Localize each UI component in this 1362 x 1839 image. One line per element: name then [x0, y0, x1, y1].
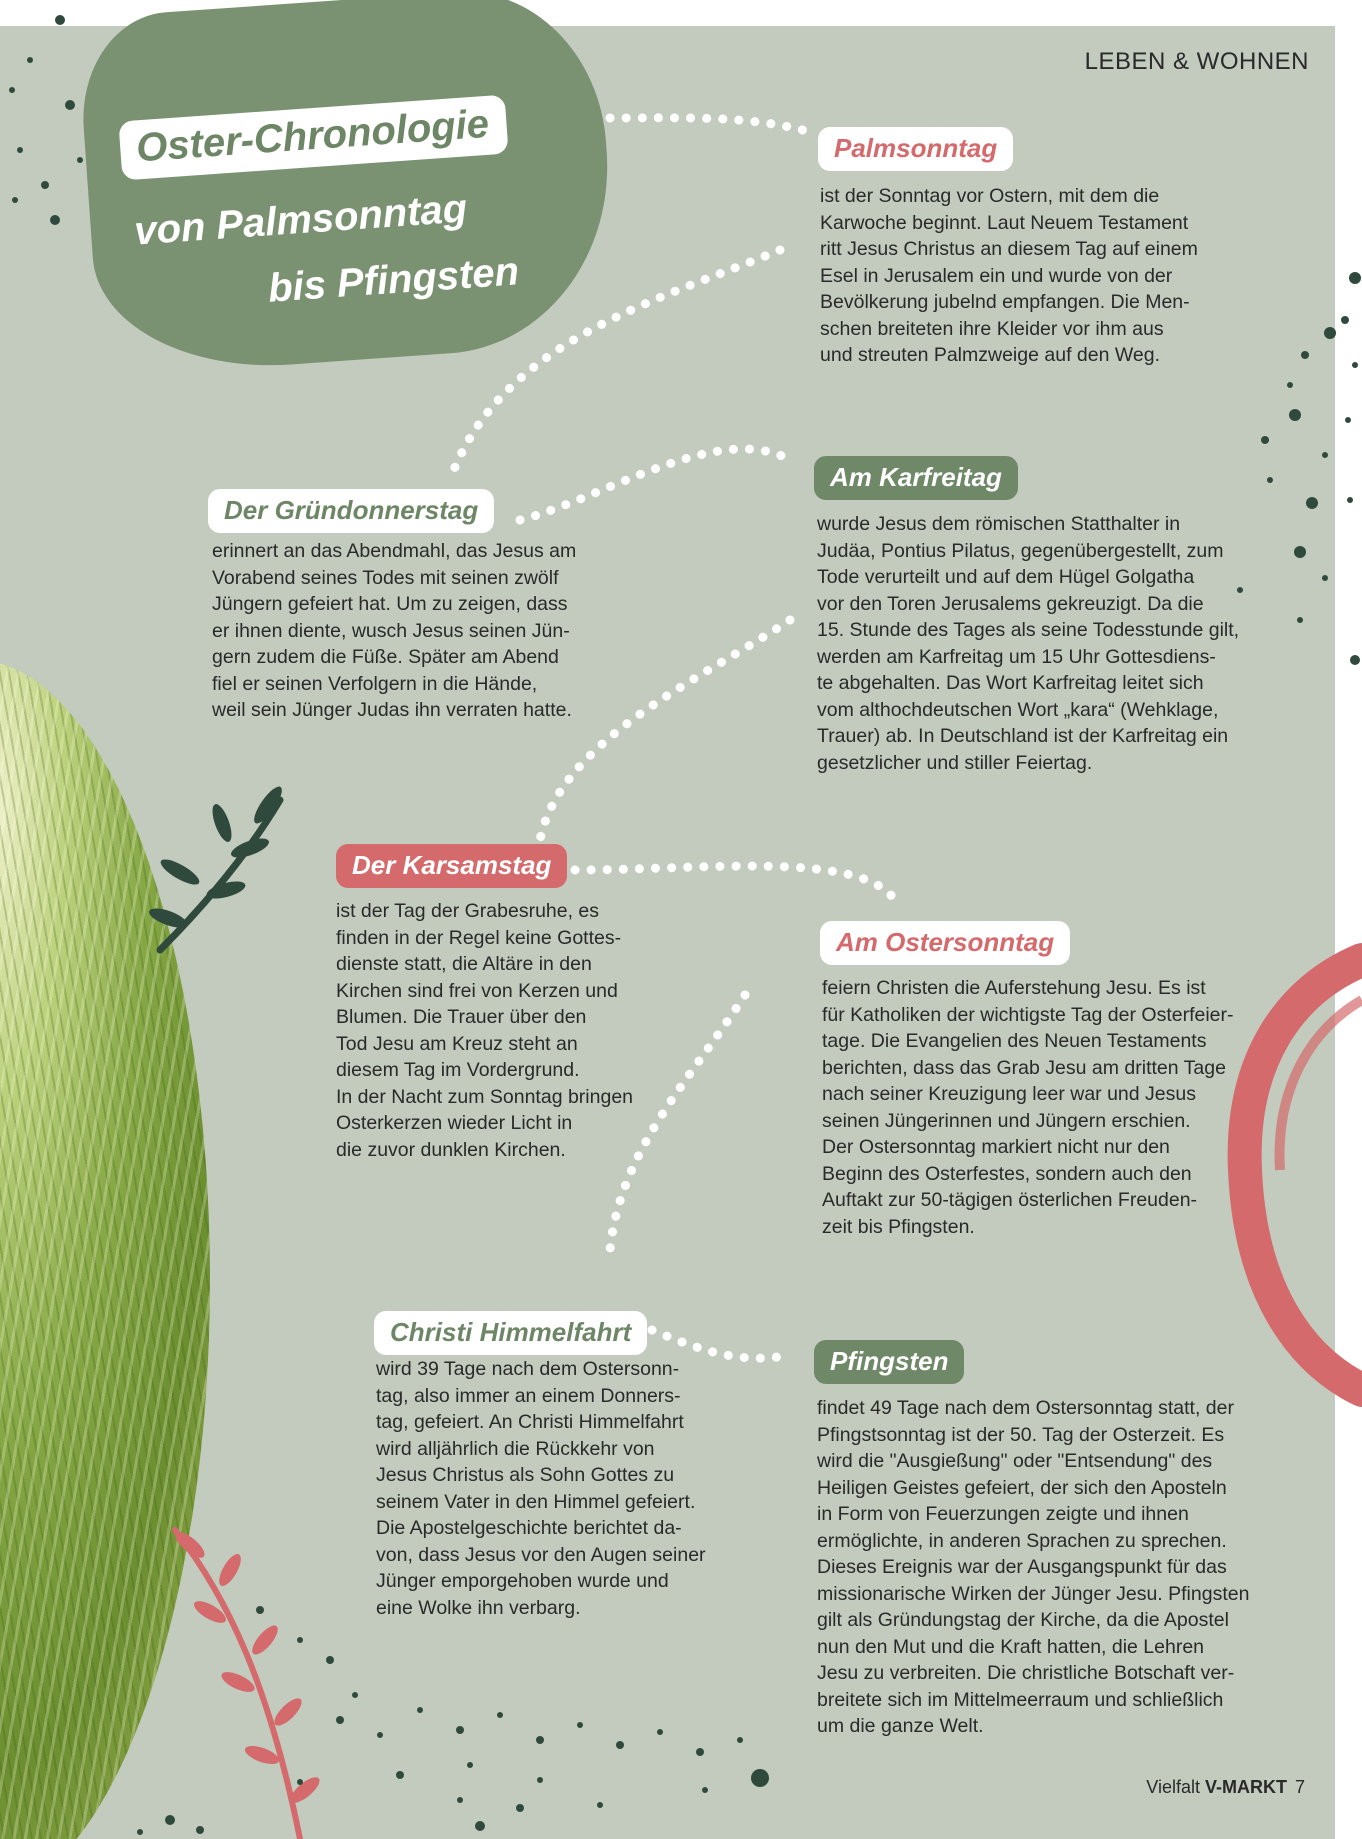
text-karsamstag: ist der Tag der Grabesruhe, es finden in der Regel keine Gottes- dienste statt, die Altäre in den Kirchen sind frei von Kerzen und Blumen. Die Trauer über den Tod Jesu am Kreuz steht an diesem Tag im Vordergrund. In der Nacht zum Sonntag bringen Osterkerzen wieder Licht in die zuvor dunklen Kirchen. — [336, 900, 634, 1161]
heading-gruendonnerstag: Der Gründonnerstag — [208, 489, 494, 533]
page-subtitle-line1: von Palmsonntag — [132, 186, 469, 254]
heading-ostersonntag: Am Ostersonntag — [820, 921, 1070, 965]
heading-karsamstag: Der Karsamstag — [336, 844, 567, 888]
text-ostersonntag: feiern Christen die Auferstehung Jesu. Es ist für Katholiken der wichtigste Tag der Osterfeier- tage. Die Evangelien des Neuen Testaments berichten, dass das Grab Jesu am dritten Tage nach seiner Kreuzigung leer war und Jesus seinen Jüngerinnen und Jüngern erschien. Der Ostersonntag markiert nicht nur den Beginn des Osterfestes, sondern auch den Auftakt zur 50-tägigen österlichen Freuden- zeit bis Pfingsten. — [822, 977, 1234, 1238]
footer-brand — [1146, 1777, 1287, 1798]
heading-palmsonntag: Palmsonntag — [818, 127, 1013, 171]
section-label: LEBEN & WOHNEN — [1084, 48, 1309, 75]
footer-brand-prefix: Vielfalt — [1146, 1777, 1200, 1797]
heading-karfreitag: Am Karfreitag — [814, 456, 1018, 500]
text-palmsonntag: ist der Sonntag vor Ostern, mit dem die Karwoche beginnt. Laut Neuem Testament ritt Jesus Christus an diesem Tag auf einem Esel in Jerusalem ein und wurde von der Bevölkerung jubelnd empfangen. Die Men- schen breiteten ihre Kleider vor ihm aus und streuten Palmzweige auf den Weg. — [820, 185, 1198, 366]
page-subtitle-line2: bis Pfingsten — [266, 249, 521, 311]
leaf-branch-dark — [147, 783, 287, 950]
leaf-branch-pink — [172, 1528, 324, 1839]
heading-pfingsten: Pfingsten — [814, 1340, 964, 1384]
page-title: Oster-Chronologie — [118, 95, 509, 181]
heading-himmelfahrt: Christi Himmelfahrt — [374, 1311, 647, 1355]
brush-ring — [1245, 960, 1362, 1390]
page-number: 7 — [1295, 1777, 1306, 1797]
text-himmelfahrt: wird 39 Tage nach dem Ostersonn- tag, also immer an einem Donners- tag, gefeiert. An Christi Himmelfahrt wird alljährlich die Rückkehr von Jesus Christus als Sohn Gottes zu seinem Vater in den Himmel gefeiert. Die Apostelgeschichte berichtet da- von, dass Jesus vor den Augen seiner Jünger emporgehoben wurde und eine Wolke ihn verbarg. — [376, 1358, 706, 1619]
text-karfreitag: wurde Jesus dem römischen Statthalter in Judäa, Pontius Pilatus, gegenübergestellt, zum Tode verurteilt und auf dem Hügel Golgatha vor den Toren Jerusalems gekreuzigt. Da die 15. Stunde des Tages als seine Todesstunde gilt, werden am Karfreitag um 15 Uhr Gottesdiens- te abgehalten. Das Wort Karfreitag leitet sich vom althochdeutschen Wort „kara“ (Wehklage, Trauer) ab. In Deutschland ist der Karfreitag ein gesetzlicher und stiller Feiertag. — [817, 513, 1240, 774]
text-pfingsten: findet 49 Tage nach dem Ostersonntag statt, der Pfingstsonntag ist der 50. Tag der Osterzeit. Es wird die "Ausgießung" oder "Entsendung" des Heiligen Geistes gefeiert, der sich den Aposteln in Form von Feuerzungen zeigte und ihnen ermöglichte, in anderen Sprachen zu sprechen. Dieses Ereignis war der Ausgangspunkt für das missionarische Wirken der Jünger Jesu. Pfingsten gilt als Gründungstag der Kirche, da die Apostel nun den Mut und die Kraft hatten, die Lehren Jesu zu verbreiten. Die christliche Botschaft ver- breitete sich im Mittelmeerraum und schließlich um die ganze Welt. — [817, 1397, 1250, 1737]
text-gruendonnerstag: erinnert an das Abendmahl, das Jesus am Vorabend seines Todes mit seinen zwölf Jüngern gefeiert hat. Um zu zeigen, dass er ihnen diente, wusch Jesus seinen Jün- gern zudem die Füße. Später am Abend fiel er seinen Verfolgern in die Hände, weil sein Jünger Judas ihn verraten hatte. — [212, 540, 577, 721]
footer-brand-name: V-MARKT — [1205, 1777, 1287, 1797]
